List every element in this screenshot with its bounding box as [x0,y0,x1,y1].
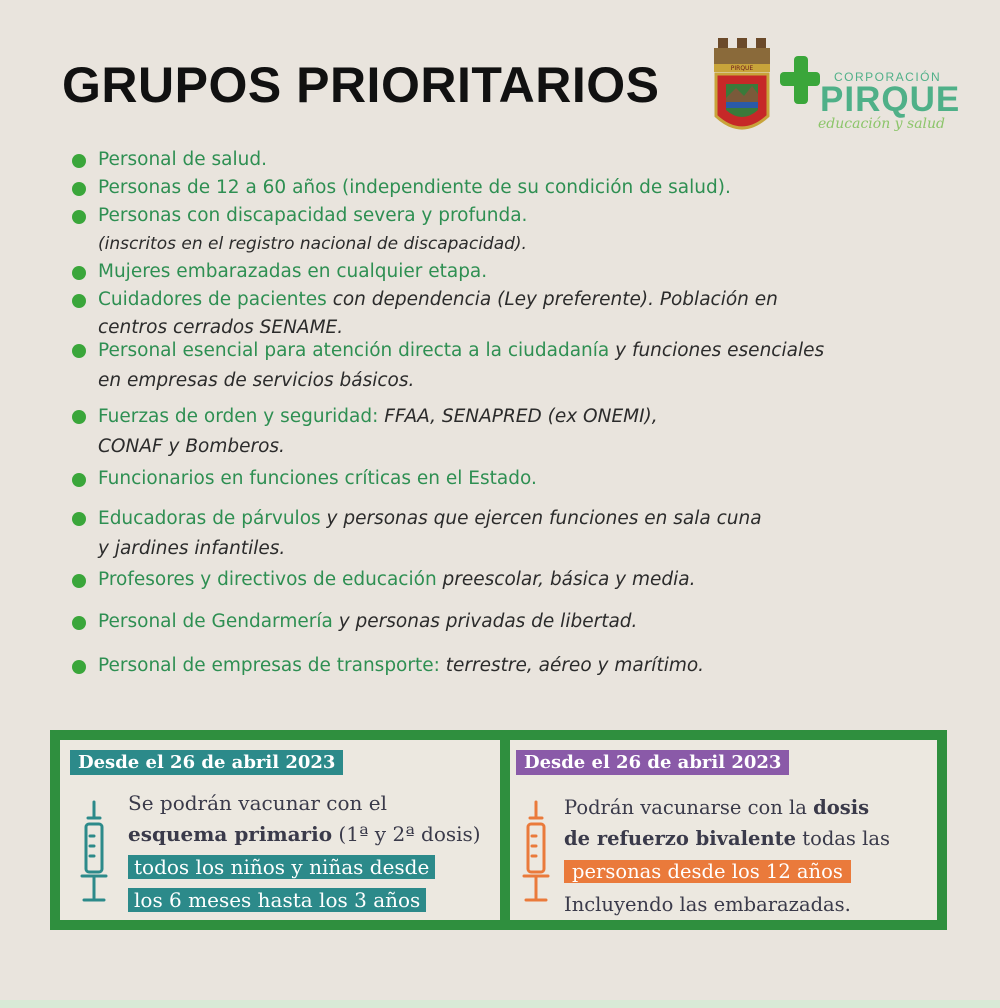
item-note: (inscritos en el registro nacional de discapacidad). [98,234,527,254]
bullet-icon [72,574,86,588]
highlight-line: todos los niños y niñas desde [128,855,435,879]
bullet-icon [72,182,86,196]
logo-name: PIRQUE [820,80,961,119]
bullet-icon [72,210,86,224]
item-detail: y personas privadas de libertad. [332,611,638,632]
plus-icon [778,52,824,112]
item-detail-line2: y jardines infantiles. [98,538,286,559]
page-title: GRUPOS PRIORITARIOS [62,57,660,113]
item-text: Personal de salud. [98,149,267,170]
bullet-icon [72,344,86,358]
vaccination-info-frame [50,730,947,930]
bullet-icon [72,294,86,308]
item-text: Educadoras de párvulos [98,508,321,529]
date-badge: Desde el 26 de abril 2023 [516,750,789,775]
bullet-icon [72,154,86,168]
panel-line: Podrán vacunarse con la [564,796,814,819]
bullet-icon [72,473,86,487]
item-detail-line2: CONAF y Bomberos. [98,436,285,457]
item-text: Cuidadores de pacientes [98,289,327,310]
bullet-icon [72,512,86,526]
syringe-icon [74,800,114,920]
panel-line: Se podrán vacunar con el [128,791,388,815]
item-detail: y funciones esenciales [609,340,825,361]
panel-text [564,792,890,920]
item-text: Personas de 12 a 60 años (independiente de su condición de salud). [98,177,731,198]
item-text: Personal esencial para atención directa a la ciudadanía [98,340,610,361]
panel-bold: dosis [813,796,870,819]
item-detail-line2: centros cerrados SENAME. [98,317,344,338]
item-text: Funcionarios en funciones críticas en el Estado. [98,468,537,489]
item-detail: con dependencia (Ley preferente). Población en [326,289,778,310]
panel-line: (1ª y 2ª dosis) [332,822,481,846]
syringe-icon [516,800,556,920]
item-text: Mujeres embarazadas en cualquier etapa. [98,261,488,282]
municipal-crest-icon [712,36,772,140]
logo-tagline: educación y salud [818,116,946,132]
bullet-icon [72,660,86,674]
item-detail: terrestre, aéreo y marítimo. [439,655,705,676]
item-text: Personas con discapacidad severa y profunda. [98,205,528,226]
item-text: Profesores y directivos de educación [98,569,437,590]
item-detail-line2: en empresas de servicios básicos. [98,370,415,391]
panel-bold: esquema primario [128,822,333,846]
item-text: Personal de Gendarmería [98,611,333,632]
bullet-icon [72,616,86,630]
primary-scheme-panel [60,740,500,920]
item-text: Fuerzas de orden y seguridad: [98,406,379,427]
date-badge: Desde el 26 de abril 2023 [70,750,343,775]
booster-panel [510,740,937,920]
item-detail: y personas que ejercen funciones en sala cuna [320,508,762,529]
logo-corporacion: CORPORACIÓN [834,70,942,84]
corporacion-pirque-logo [778,52,978,144]
item-detail: preescolar, básica y media. [436,569,696,590]
bullet-icon [72,266,86,280]
highlight-line: personas desde los 12 años [564,860,851,883]
bullet-icon [72,410,86,424]
crest-label: PIRQUE [730,65,754,72]
panel-bold: de refuerzo bivalente [564,827,797,850]
highlight-line: los 6 meses hasta los 3 años [128,888,426,912]
bottom-strip [0,1000,1000,1008]
item-text: Personal de empresas de transporte: [98,655,440,676]
panel-line: Incluyendo las embarazadas. [564,893,851,916]
panel-text [128,788,481,916]
item-detail: FFAA, SENAPRED (ex ONEMI), [378,406,658,427]
panel-line: todas las [796,827,891,850]
